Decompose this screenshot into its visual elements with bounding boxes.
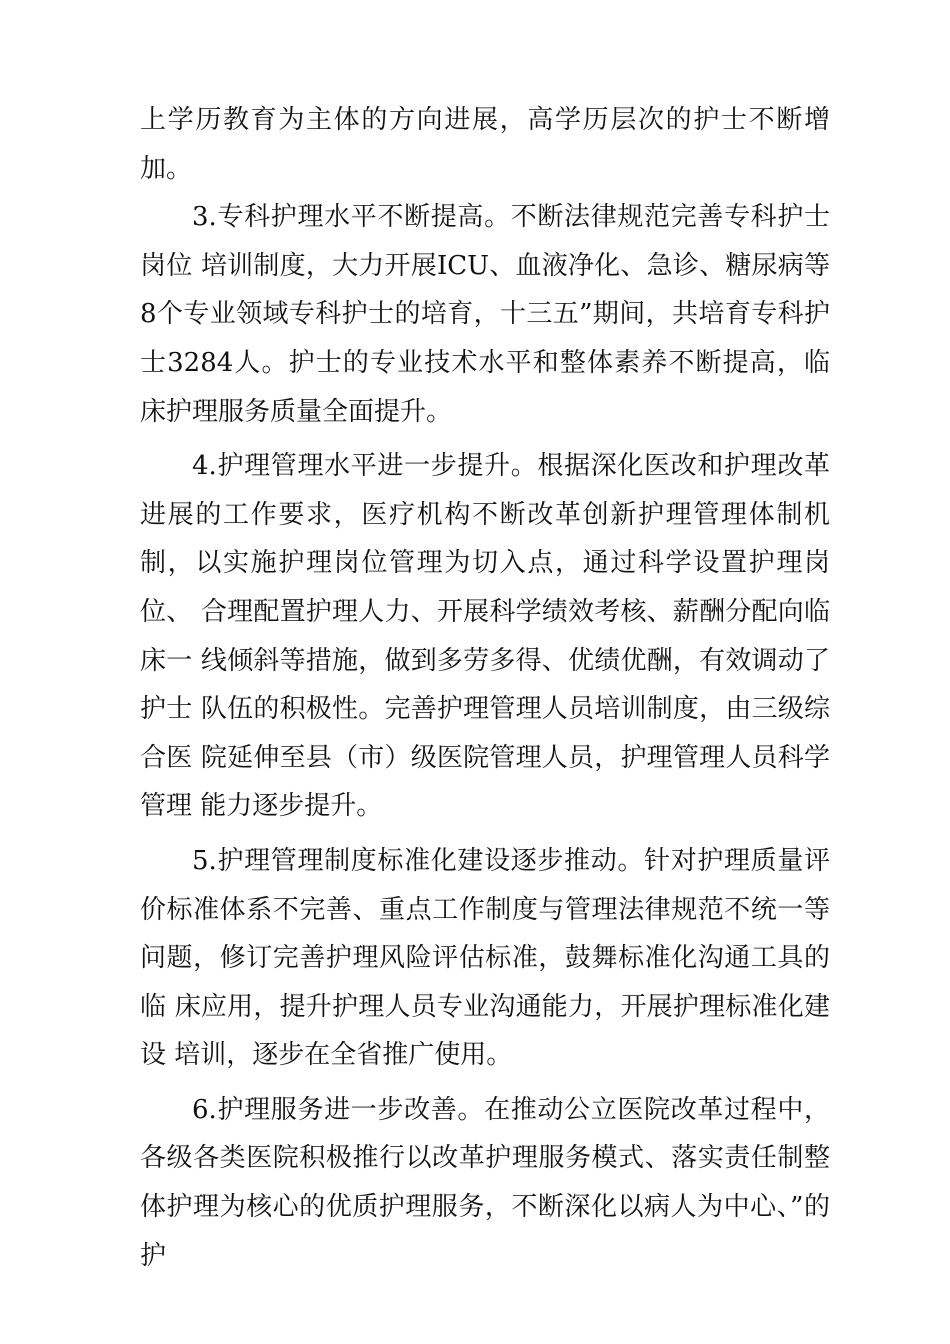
document-body [140,96,830,1280]
paragraph-specialty-nursing: 3.专科护理水平不断提高。不断法律规范完善专科护士岗位 培训制度，大力开展ICU、血液净化、急诊、糖尿病等8个专业领域专科护士的培育，十三五”期间，共培育专科护士3284人。护士的专业技术水平和整体素养不断提高，临床护理服务质量全面提升。 [140,202,830,427]
paragraph-standardization: 5.护理管理制度标准化建设逐步推动。针对护理质量评价标准体系不完善、重点工作制度与管理法律规范不统一等问题，修订完善护理风险评估标准，鼓舞标准化沟通工具的临 床应用，提升护理人员专业沟通能力，开展护理标准化建设 培训，逐步在全省推广使用。 [140,845,830,1071]
paragraph-nursing-service: 6.护理服务进一步改善。在推动公立医院改革过程中，各级各类医院积极推行以改革护理服务模式、落实责任制整 体护理为核心的优质护理服务，不断深化以病人为中心、”的 护 [140,1094,830,1271]
paragraph-nursing-management: 4.护理管理水平进一步提升。根据深化医改和护理改革 进展的工作要求，医疗机构不断改革创新护理管理体制机 制，以实施护理岗位管理为切入点，通过科学设置护理岗位、 合理配置护理人力、开展科学绩效考核、薪酬分配向临床一 线倾斜等措施，做到多劳多得、优绩优酬，有效调动了护士 队伍的积极性。完善护理管理人员培训制度，由三级综合医 院延伸至县（市）级医院管理人员，护理管理人员科学管理 能力逐步提升。 [140,451,830,822]
paragraph-continuation: 上学历教育为主体的方向进展，高学历层次的护士不断增 加。 [140,105,830,184]
